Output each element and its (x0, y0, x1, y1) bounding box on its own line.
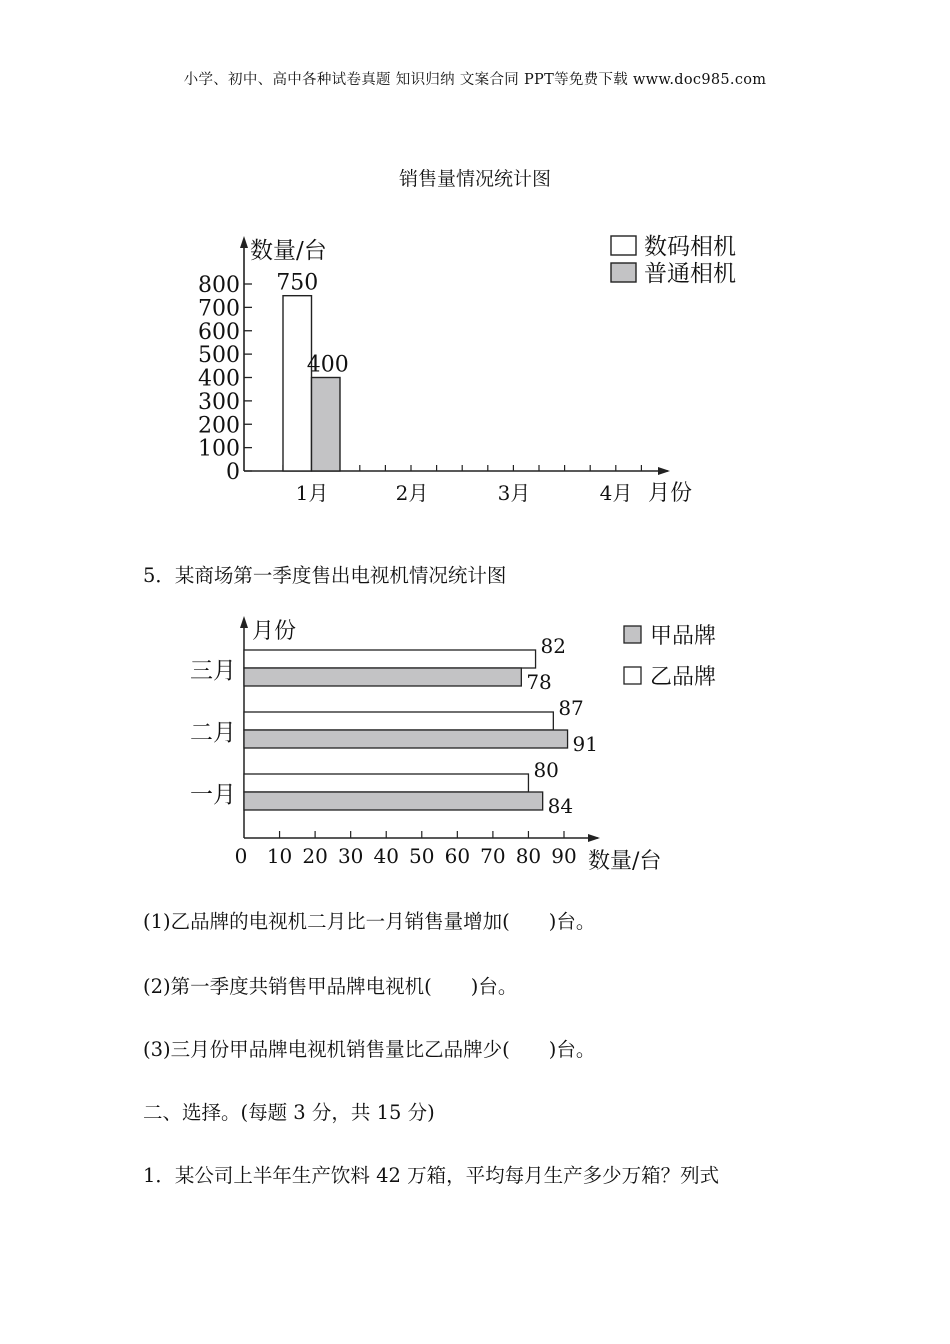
page-header: 小学、初中、高中各种试卷真题 知识归纳 文案合同 PPT等免费下载 www.doc985.com (183, 72, 767, 88)
c2-x-tick-label: 70 (480, 844, 506, 868)
c1-y-tick-label: 100 (198, 436, 240, 462)
q5-title: 5．某商场第一季度售出电视机情况统计图 (143, 564, 507, 587)
c1-x-tick-label: 2月 (395, 481, 429, 505)
c1-x-tick-label: 4月 (599, 481, 633, 505)
c1-x-tick-label: 3月 (497, 481, 531, 505)
c1-x-axis-title: 月份 (648, 481, 693, 506)
c1-y-axis-title: 数量/台 (250, 238, 327, 264)
c2-bar-jia (244, 668, 521, 686)
c2-x-tick-label: 30 (337, 844, 364, 868)
c2-bar-label: 80 (533, 758, 559, 782)
c2-x-tick-label: 40 (373, 844, 399, 868)
question-2: (2)第一季度共销售甲品牌电视机( )台。 (143, 975, 518, 998)
section-2-title: 二、选择。(每题 3 分，共 15 分) (143, 1101, 435, 1124)
c2-x-tick-label: 10 (266, 844, 293, 868)
c1-legend-label: 普通相机 (644, 261, 736, 287)
question-1: (1)乙品牌的电视机二月比一月销售量增加( )台。 (143, 910, 596, 933)
c2-x-tick-label: 0 (234, 844, 248, 868)
c1-bar-label: 750 (276, 270, 319, 296)
c2-x-tick-label: 80 (515, 844, 542, 868)
c2-x-axis-title: 数量/台 (588, 849, 662, 874)
c2-x-tick-label: 60 (444, 844, 471, 868)
c2-bar-label: 91 (572, 732, 599, 756)
c1-bar-label: 400 (306, 352, 349, 378)
c1-y-tick-label: 400 (198, 366, 240, 392)
c1-y-tick-label: 500 (198, 343, 240, 369)
c2-bar-label: 82 (540, 634, 567, 658)
c1-legend-label: 数码相机 (644, 234, 736, 260)
c2-bar-jia (244, 792, 543, 810)
c1-y-tick-label: 800 (198, 273, 240, 298)
c1-y-tick-label: 600 (198, 319, 240, 345)
c2-legend-label: 甲品牌 (650, 624, 717, 649)
c2-x-tick-label: 20 (302, 844, 328, 868)
c2-y-tick-label: 一月 (190, 782, 236, 808)
c2-x-tick-label: 90 (551, 844, 577, 868)
c1-x-tick-label: 1月 (295, 481, 329, 505)
c2-bar-yi (244, 712, 553, 730)
c1-y-tick-label: 0 (226, 460, 240, 485)
chart1-title: 销售量情况统计图 (398, 168, 551, 190)
c2-legend-swatch (624, 667, 641, 684)
c1-y-tick-label: 300 (198, 389, 240, 415)
c2-bar-jia (244, 730, 568, 748)
c1-y-tick-label: 200 (198, 413, 240, 439)
c2-y-axis-arrow (240, 616, 248, 628)
c2-x-axis-arrow (588, 834, 600, 842)
c2-bar-label: 84 (547, 794, 574, 818)
c2-y-tick-label: 三月 (190, 658, 236, 684)
c2-bar-label: 78 (526, 670, 552, 694)
c2-legend-swatch (624, 626, 641, 643)
c2-y-axis-title: 月份 (252, 619, 297, 644)
question-3: (3)三月份甲品牌电视机销售量比乙品牌少( )台。 (143, 1038, 596, 1061)
choice-question-1: 1．某公司上半年生产饮料 42 万箱，平均每月生产多少万箱？列式 (143, 1164, 720, 1187)
c2-y-tick-label: 二月 (190, 720, 236, 746)
c2-bar-yi (244, 774, 528, 792)
c1-y-tick-label: 700 (198, 296, 240, 322)
c2-bar-label: 87 (558, 696, 584, 720)
c2-x-tick-label: 50 (409, 844, 435, 868)
c2-bar-yi (244, 650, 536, 668)
c2-legend-label: 乙品牌 (650, 665, 717, 690)
